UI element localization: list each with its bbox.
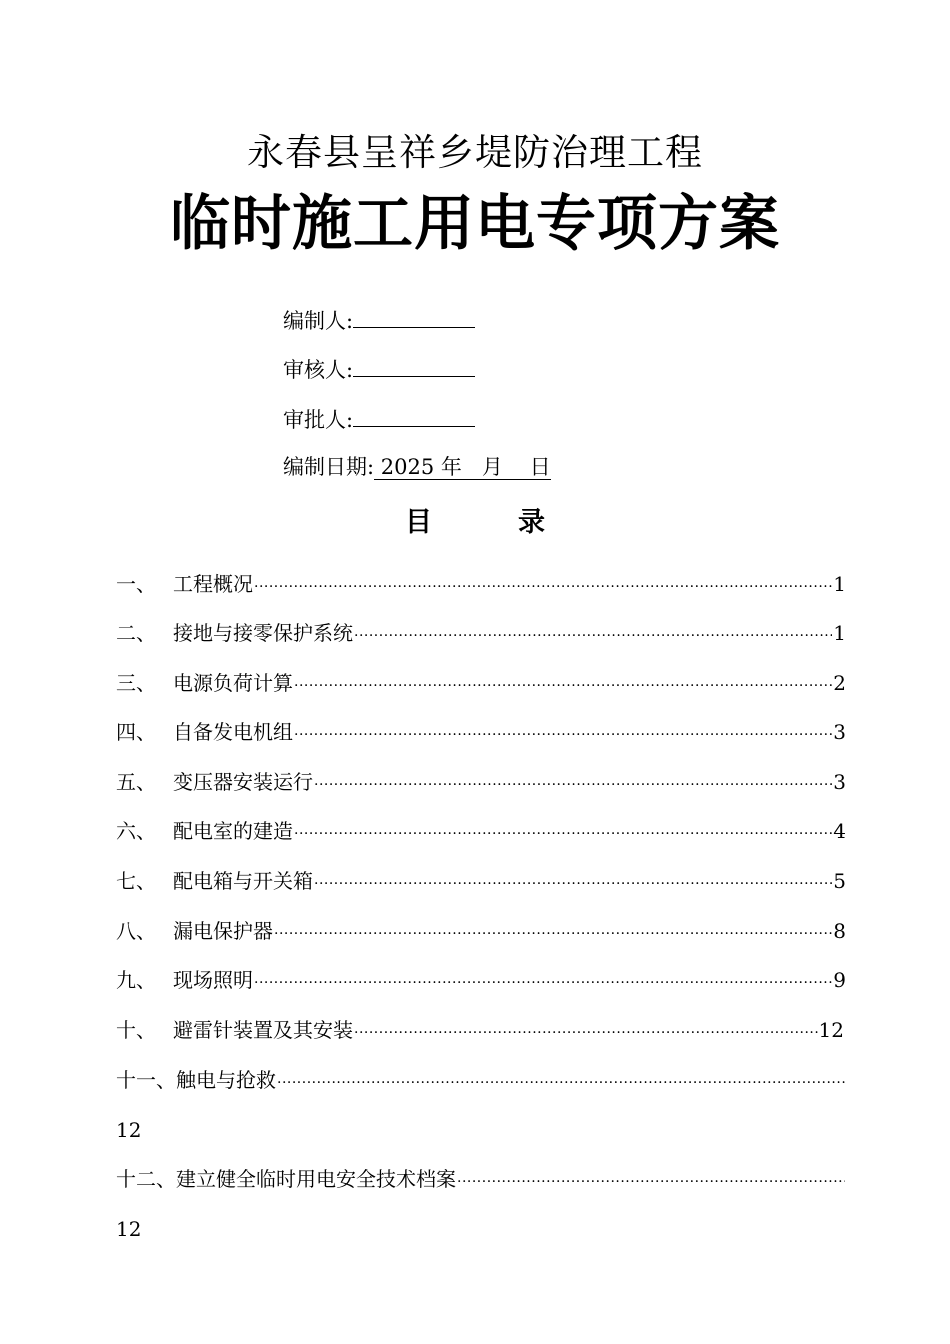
toc-entry[interactable] <box>116 966 846 994</box>
toc-leader-dots <box>274 920 832 948</box>
toc-entry-label: 避雷针装置及其安装 <box>173 1018 353 1042</box>
toc-entry-label: 电源负荷计算 <box>173 671 293 695</box>
toc-entry[interactable] <box>116 1016 844 1044</box>
reviewer-blank-line <box>353 354 475 377</box>
toc-entry-label: 建立健全临时用电安全技术档案 <box>176 1167 456 1191</box>
project-title: 永春县呈祥乡堤防治理工程 <box>247 131 703 174</box>
toc-entry-page: 12 <box>116 1118 142 1142</box>
toc-entry-page: 3 <box>833 720 846 744</box>
toc-entry-label: 配电箱与开关箱 <box>173 869 313 893</box>
toc-leader-dots <box>254 969 832 997</box>
toc-entry-page: 8 <box>833 919 846 943</box>
toc-leader-dots <box>254 573 832 601</box>
toc-entry-label: 配电室的建造 <box>173 819 293 843</box>
toc-entry-label: 现场照明 <box>173 968 253 992</box>
toc-entry-number: 三、 <box>116 671 156 695</box>
toc-entry-number: 十、 <box>116 1018 156 1042</box>
toc-entry-page: 12 <box>116 1217 142 1241</box>
toc-leader-dots <box>457 1168 845 1196</box>
toc-leader-dots <box>354 622 832 650</box>
toc-entry-page: 5 <box>833 869 846 893</box>
toc-heading <box>0 500 950 539</box>
toc-heading-left: 目 <box>405 507 432 538</box>
toc-entry[interactable] <box>116 1165 846 1193</box>
toc-entry-number: 一、 <box>116 572 156 596</box>
toc-entry[interactable] <box>116 867 846 895</box>
toc-entry-label: 工程概况 <box>173 572 253 596</box>
toc-leader-dots <box>294 721 832 749</box>
toc-entry-page: 1 <box>833 621 846 645</box>
toc-entry-page: 4 <box>833 819 846 843</box>
toc-entry[interactable] <box>116 570 846 598</box>
toc-leader-dots <box>294 672 832 700</box>
toc-leader-dots <box>314 771 832 799</box>
toc-entry-label: 触电与抢救 <box>176 1068 276 1092</box>
toc-entry-label: 变压器安装运行 <box>173 770 313 794</box>
editor-label: 编制人: <box>283 309 354 333</box>
toc-entry[interactable] <box>116 817 846 845</box>
toc-entry-number: 二、 <box>116 621 156 645</box>
toc-entry-page: 12 <box>818 1018 844 1042</box>
toc-entry-number: 五、 <box>116 770 156 794</box>
toc-heading-right: 录 <box>518 507 545 538</box>
toc-entry[interactable] <box>116 917 846 945</box>
approver-label: 审批人: <box>283 408 354 432</box>
editor-blank-line <box>353 305 475 328</box>
toc-entry[interactable] <box>116 619 846 647</box>
toc-entry[interactable] <box>116 718 846 746</box>
date-label: 编制日期: <box>283 455 375 479</box>
toc-leader-dots <box>314 870 832 898</box>
toc-entry[interactable] <box>116 1066 846 1094</box>
editor-field <box>283 305 475 333</box>
toc-entry-number: 十二、 <box>116 1167 176 1191</box>
toc-entry-page: 2 <box>833 671 846 695</box>
toc-entry-label: 漏电保护器 <box>173 919 273 943</box>
toc-entry-page: 3 <box>833 770 846 794</box>
plan-title: 临时施工用电专项方案 <box>170 189 780 259</box>
reviewer-field <box>283 354 475 382</box>
toc-entry-page: 1 <box>833 572 846 596</box>
toc-entry-label: 自备发电机组 <box>173 720 293 744</box>
toc-leader-dots <box>354 1019 818 1047</box>
date-field <box>283 453 551 481</box>
toc-entry-page: 9 <box>833 968 846 992</box>
toc-entry-number: 六、 <box>116 819 156 843</box>
toc-entry-number: 十一、 <box>116 1068 176 1092</box>
date-value: 2025 年 月 日 <box>374 455 551 479</box>
toc-leader-dots <box>277 1069 845 1097</box>
toc-entry-number: 四、 <box>116 720 156 744</box>
toc-entry[interactable] <box>116 669 846 697</box>
reviewer-label: 审核人: <box>283 358 354 382</box>
approver-field <box>283 404 475 432</box>
approver-blank-line <box>353 404 475 427</box>
toc-entry-label: 接地与接零保护系统 <box>173 621 353 645</box>
toc-leader-dots <box>294 820 832 848</box>
toc-entry-number: 七、 <box>116 869 156 893</box>
toc-entry-number: 八、 <box>116 919 156 943</box>
toc-entry[interactable] <box>116 768 846 796</box>
toc-entry-number: 九、 <box>116 968 156 992</box>
